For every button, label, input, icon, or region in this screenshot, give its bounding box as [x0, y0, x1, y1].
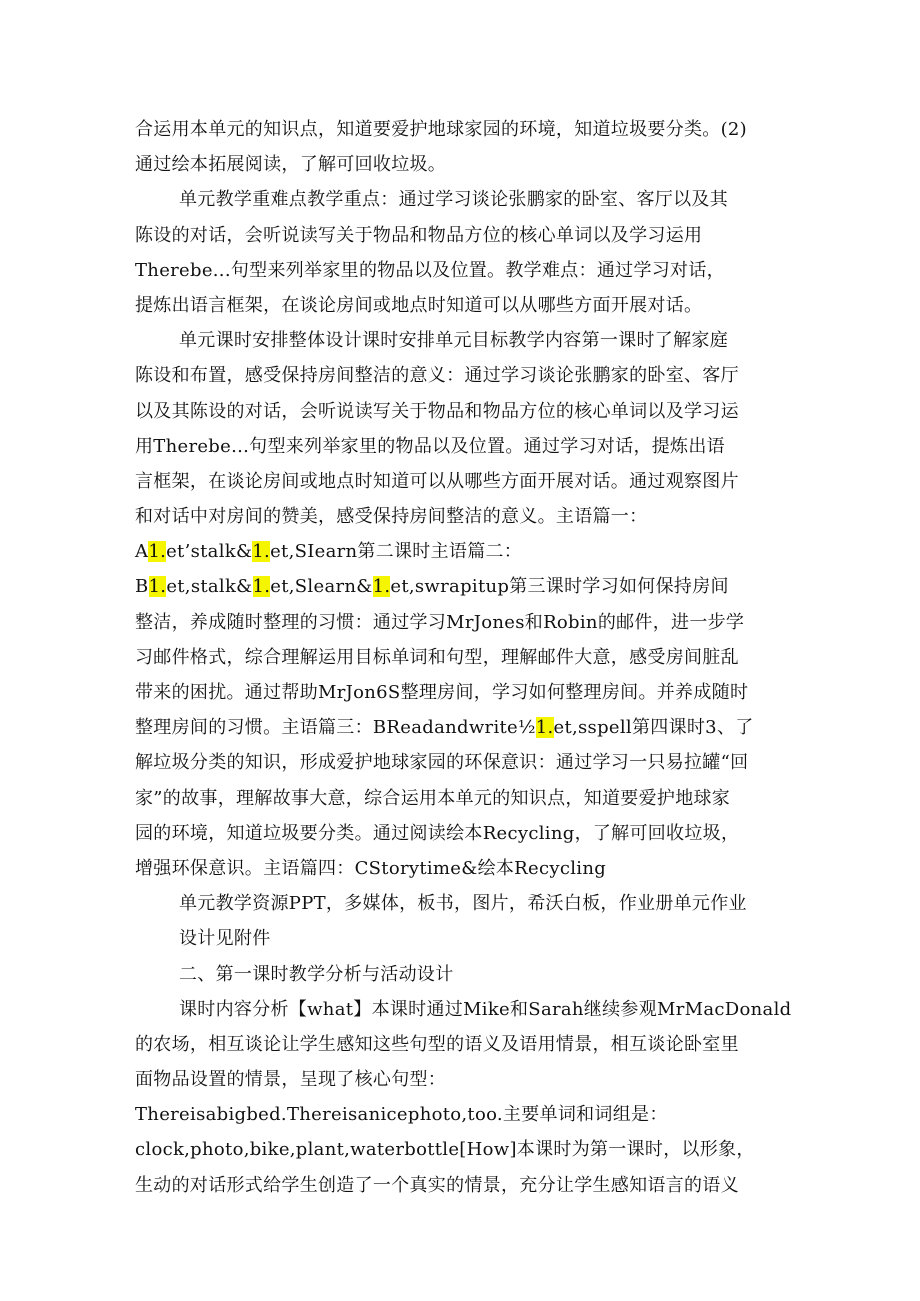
text-line: 园的环境，知道垃圾要分类。通过阅读绘本Recycling，了解可回收垃圾， — [135, 822, 740, 844]
highlighted-text: 1. — [148, 541, 167, 563]
text-line — [135, 569, 790, 604]
highlighted-text: 1. — [372, 576, 391, 598]
text-line: 解垃圾分类的知识，形成爱护地球家园的环保意识：通过学习一只易拉罐“回 — [135, 752, 749, 774]
text-line: 陈设的对话，会听说读写关于物品和物品方位的核心单词以及学习运用 — [135, 224, 703, 246]
text-line: 单元教学重难点教学重点：通过学习谈论张鹏家的卧室、客厅以及其 — [179, 189, 728, 211]
text-line: 家”的故事，理解故事大意，综合运用本单元的知识点，知道要爱护地球家 — [135, 787, 731, 809]
document-body — [135, 112, 790, 1203]
text-segment: et,stalk& — [166, 576, 253, 598]
text-line: 提炼出语言框架，在谈论房间或地点时知道可以从哪些方面开展对话。 — [135, 294, 703, 316]
text-line: 的农场，相互谈论让学生感知这些句型的语义及语用情景，相互谈论卧室里 — [135, 1033, 739, 1055]
text-line — [135, 534, 790, 569]
highlighted-text: 1. — [252, 576, 271, 598]
text-line: Therebe...句型来列举家里的物品以及位置。教学难点：通过学习对话， — [135, 259, 725, 281]
text-line: 面物品设置的情景，呈现了核心句型： — [135, 1069, 447, 1091]
text-segment: et,swrapitup第三课时学习如何保持房间 — [390, 576, 729, 598]
text-line: 陈设和布置，感受保持房间整洁的意义：通过学习谈论张鹏家的卧室、客厅 — [135, 365, 739, 387]
text-line: 课时内容分析【what】本课时通过Mike和Sarah继续参观MrMacDonald — [179, 998, 792, 1020]
text-segment: et’stalk& — [166, 541, 253, 563]
text-segment: et,Slearn& — [270, 576, 373, 598]
text-segment: et,SIearn第二课时主语篇二： — [270, 541, 523, 563]
text-line: 整洁，养成随时整理的习惯：通过学习MrJones和Robin的邮件，进一步学 — [135, 611, 745, 633]
text-line: clock,photo,bike,plant,waterbottle[How]本课时为第一课时，以形象， — [135, 1139, 755, 1161]
text-line: 用Therebe...句型来列举家里的物品以及位置。通过学习对话，提炼出语 — [135, 435, 725, 457]
text-line: 和对话中对房间的赞美，感受保持房间整洁的意义。主语篇一： — [135, 506, 648, 528]
text-segment: et,sspell第四课时3、了 — [553, 717, 754, 739]
text-line: 通过绘本拓展阅读，了解可回收垃圾。 — [135, 154, 447, 176]
text-line: 合运用本单元的知识点，知道要爱护地球家园的环境，知道垃圾要分类。(2) — [135, 119, 747, 140]
text-line: 习邮件格式，综合理解运用目标单词和句型，理解邮件大意，感受房间脏乱 — [135, 646, 739, 668]
text-line: 以及其陈设的对话，会听说读写关于物品和物品方位的核心单词以及学习运 — [135, 400, 739, 422]
text-segment: 整理房间的习惯。主语篇三：BReadandwrite½ — [135, 717, 536, 739]
text-line: Thereisabigbed.Thereisanicephoto,too.主要单词和词组是： — [135, 1104, 668, 1126]
highlighted-text: 1. — [535, 717, 554, 739]
text-line: 带来的困扰。通过帮助MrJon6S整理房间，学习如何整理房间。并养成随时 — [135, 682, 749, 703]
text-line — [135, 710, 790, 745]
text-line: 设计见附件 — [179, 928, 271, 950]
highlighted-text: 1. — [252, 541, 271, 563]
text-line: 增强环保意识。主语篇四：CStorytime&绘本Recycling — [135, 857, 607, 879]
highlighted-text: 1. — [148, 576, 167, 598]
text-line: 二、第一课时教学分析与活动设计 — [179, 963, 454, 985]
text-line: 单元课时安排整体设计课时安排单元目标教学内容第一课时了解家庭 — [179, 330, 728, 352]
text-segment: B — [135, 576, 149, 598]
text-line: 言框架，在谈论房间或地点时知道可以从哪些方面开展对话。通过观察图片 — [135, 470, 739, 492]
text-segment: A — [135, 541, 149, 563]
text-line: 生动的对话形式给学生创造了一个真实的情景，充分让学生感知语言的语义 — [135, 1174, 739, 1196]
text-line: 单元教学资源PPT，多媒体，板书，图片，希沃白板，作业册单元作业 — [179, 893, 747, 915]
